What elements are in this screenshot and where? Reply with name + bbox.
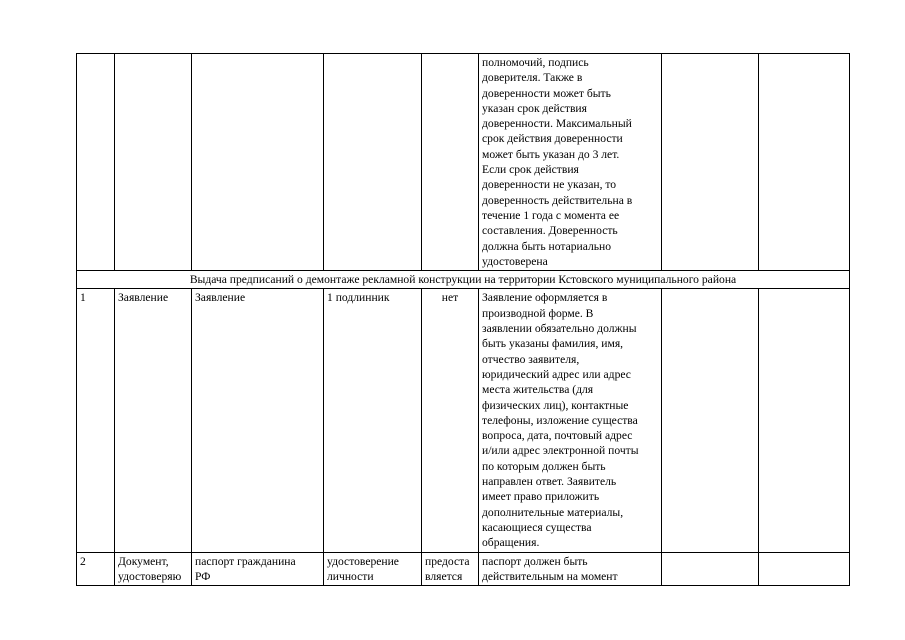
cell-name: Заявление [192,289,324,552]
cell-form [662,552,759,586]
cell-quantity: удостоверение личности [324,552,422,586]
section-title: Выдача предписаний о демонтаже рекламной конструкции на территории Кстовского муниципального района [77,271,850,289]
table-row-continuation [77,54,850,271]
cell-requirements: Заявление оформляется в производной форме. В заявлении обязательно должны быть указаны фамилия, имя, отчество заявителя, юридический адрес или адрес места жительства (для физических лиц), контактные телефоны, изложение существа вопроса, дата, почтовый адрес и/или адрес электронной почты по которым должен быть направлен ответ. Заявитель имеет право приложить дополнительные материалы, касающиеся существа обращения. [479,289,662,552]
table-row [77,552,850,586]
table-row [77,289,850,552]
cell-name [192,54,324,271]
cell-category: Документ, удостоверяю [115,552,192,586]
section-header-row [77,271,850,289]
cell-num: 2 [77,552,115,586]
requirements-text: полномочий, подпись доверителя. Также в доверенности может быть указан срок действия доверенности. Максимальный срок действия доверенности может быть указан до 3 лет. Если срок действия доверенности не указан, то доверенность действительна в течение 1 года с момента ее составления. Доверенность должна быть нотариально удостоверена [482,56,633,268]
cell-sample [759,54,850,271]
cell-form [662,289,759,552]
cell-condition: нет [422,289,479,552]
cell-form [662,54,759,271]
cell-requirements [479,54,662,271]
cell-num: 1 [77,289,115,552]
cell-sample [759,289,850,552]
cell-requirements: паспорт должен быть действительным на момент [479,552,662,586]
cell-num [77,54,115,271]
cell-condition: предоста вляется [422,552,479,586]
cell-quantity [324,54,422,271]
documents-table [76,53,850,586]
cell-category [115,54,192,271]
cell-name: паспорт гражданина РФ [192,552,324,586]
cell-sample [759,552,850,586]
cell-quantity: 1 подлинник [324,289,422,552]
cell-condition [422,54,479,271]
cell-category: Заявление [115,289,192,552]
